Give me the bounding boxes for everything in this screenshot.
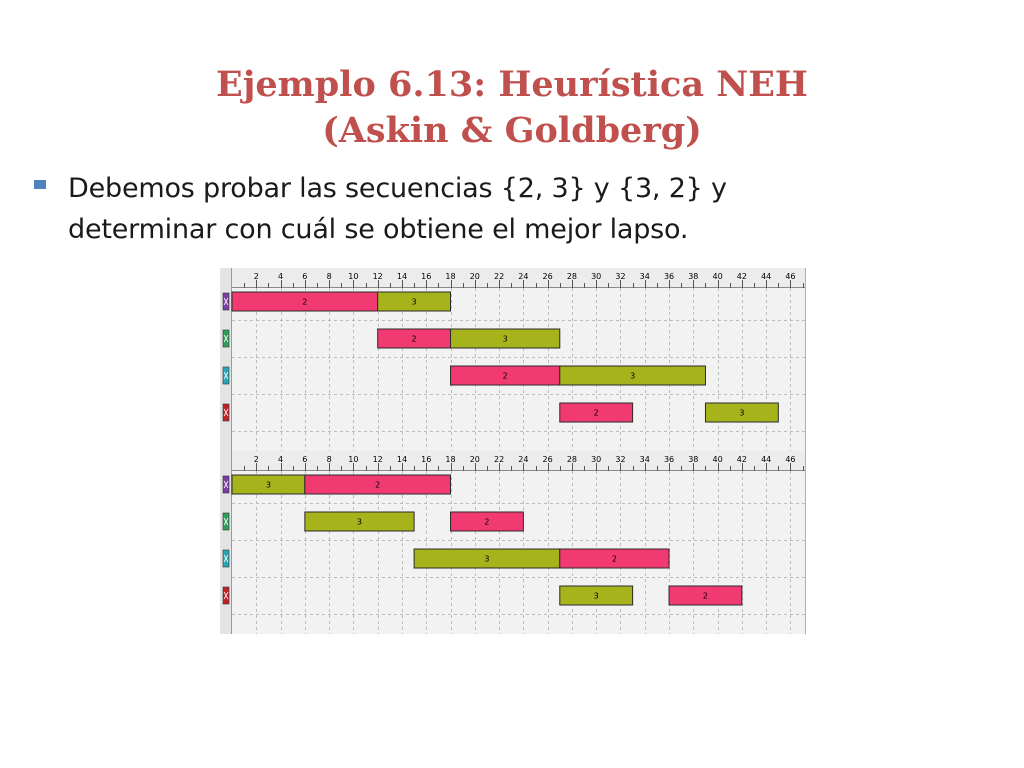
tick-label: 18 [445,455,456,464]
bar-label: 3 [356,517,363,527]
tick-label: 28 [566,272,578,281]
tick-label: 14 [396,455,408,464]
tick-label: 44 [761,455,772,464]
tick-label: 10 [348,272,359,281]
bar-label: 2 [502,371,508,381]
tick-label: 46 [785,272,796,281]
tick-label: 24 [518,272,529,281]
tick-label: 12 [372,272,383,281]
tick-label: 16 [421,455,432,464]
bar-label: 3 [411,297,417,307]
tick-label: 2 [253,455,259,464]
tick-label: 32 [615,455,626,464]
tick-label: 26 [542,455,553,464]
tick-label: 6 [302,272,308,281]
slide-title [0,62,1024,154]
gantt-charts [220,268,806,640]
tick-label: 10 [348,455,359,464]
tick-label: 16 [421,272,432,281]
tick-label: 4 [278,272,284,281]
tick-label: 8 [326,455,332,464]
bar-label: 2 [375,480,381,490]
tick-label: 14 [396,272,408,281]
tick-label: 36 [663,455,675,464]
tick-label: 2 [253,272,259,281]
tick-label: 42 [736,455,747,464]
tick-label: 4 [278,455,284,464]
tick-label: 28 [566,455,578,464]
bar-label: 2 [593,408,599,418]
tick-label: 6 [302,455,308,464]
bar-label: 3 [630,371,636,381]
tick-label: 22 [493,272,505,281]
bar-label: 2 [702,591,709,601]
tick-label: 30 [591,455,602,464]
tick-label: 22 [493,455,505,464]
tick-label: 38 [688,455,699,464]
tick-label: 38 [688,272,699,281]
tick-label: 40 [712,455,723,464]
tick-label: 20 [469,272,480,281]
title-line-1: Ejemplo 6.13: Heurística NEH [216,64,808,105]
bar-label: 3 [265,480,271,490]
gantt-panel-2 [220,451,806,634]
tick-label: 8 [326,272,332,281]
tick-label: 12 [372,455,383,464]
gantt-panel-1 [220,268,806,451]
bar-label: 3 [593,591,599,601]
bar-label: 2 [484,517,490,527]
tick-label: 32 [615,272,626,281]
tick-label: 34 [639,455,650,464]
bullet-text: Debemos probar las secuencias {2, 3} y {3, 2} y determinar con cuál se obtiene el mejor lapso. [68,173,727,245]
bar-label: 2 [411,334,417,344]
tick-label: 44 [761,272,772,281]
tick-label: 34 [639,272,650,281]
tick-label: 36 [663,272,675,281]
bar-label: 3 [484,554,490,564]
bar-label: 3 [739,408,745,418]
title-line-2: (Askin & Goldberg) [322,110,702,151]
bar-label: 3 [502,334,508,344]
bar-label: 2 [302,297,308,307]
tick-label: 46 [785,455,796,464]
tick-label: 26 [542,272,553,281]
tick-label: 30 [591,272,602,281]
tick-label: 18 [445,272,456,281]
tick-label: 40 [712,272,723,281]
bullet-square-icon [34,180,46,189]
gantt-charts-svg [220,268,806,640]
tick-label: 42 [736,272,747,281]
tick-label: 20 [469,455,480,464]
bullet-item [34,168,854,250]
bar-label: 2 [611,554,617,564]
tick-label: 24 [518,455,529,464]
